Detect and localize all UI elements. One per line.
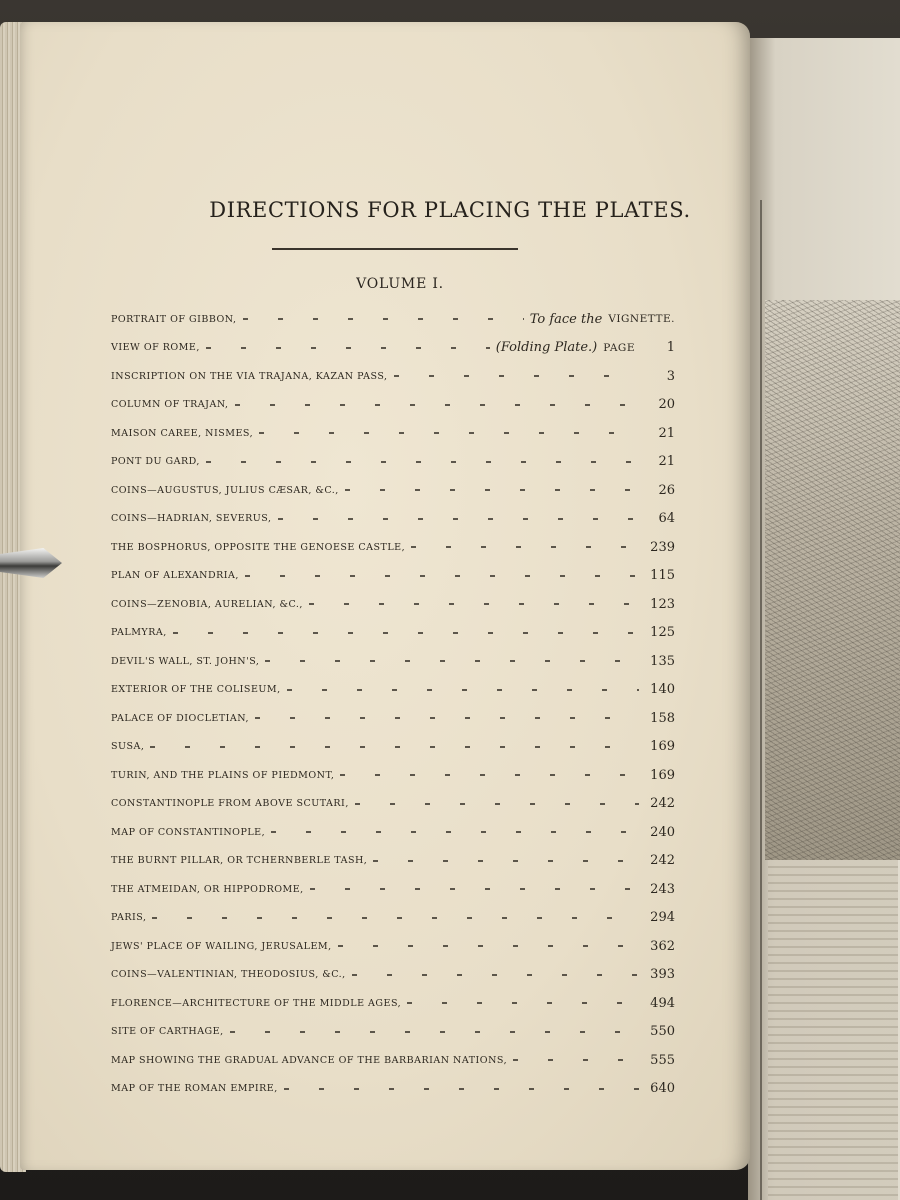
dot-leader bbox=[310, 888, 639, 890]
dot-leader bbox=[259, 432, 639, 434]
plate-title: SUSA, bbox=[111, 741, 145, 753]
plate-title: COINS—AUGUSTUS, JULIUS CÆSAR, &C., bbox=[111, 484, 339, 496]
plates-list bbox=[111, 305, 675, 1103]
dot-leader bbox=[287, 689, 639, 691]
list-item bbox=[111, 448, 675, 477]
engraving-view-of-rome bbox=[765, 300, 900, 860]
placement-note: (Folding Plate.) bbox=[495, 340, 598, 356]
page-title: DIRECTIONS FOR PLACING THE PLATES. bbox=[209, 198, 691, 222]
dot-leader bbox=[152, 917, 639, 919]
dot-leader bbox=[352, 974, 639, 976]
plate-title: SITE OF CARTHAGE, bbox=[111, 1026, 224, 1038]
plate-title: THE ATMEIDAN, OR HIPPODROME, bbox=[111, 883, 304, 895]
page-number: 494 bbox=[650, 995, 675, 1011]
page-number: 242 bbox=[650, 853, 675, 869]
list-item bbox=[111, 989, 675, 1018]
dot-leader bbox=[394, 375, 639, 377]
list-item bbox=[111, 961, 675, 990]
list-item bbox=[111, 676, 675, 705]
plate-title: VIEW OF ROME, bbox=[111, 342, 200, 354]
page-number: 135 bbox=[650, 653, 675, 669]
page-number: 640 bbox=[650, 1081, 675, 1097]
page-number: 21 bbox=[658, 454, 675, 470]
list-item bbox=[111, 818, 675, 847]
page-number: 115 bbox=[650, 568, 675, 584]
dot-leader bbox=[355, 803, 639, 805]
plate-title: INSCRIPTION ON THE VIA TRAJANA, KAZAN PASS, bbox=[111, 370, 388, 382]
page-number: 242 bbox=[650, 796, 675, 812]
list-item bbox=[111, 362, 675, 391]
page-number: 158 bbox=[650, 710, 675, 726]
page-number: 3 bbox=[666, 368, 675, 384]
dot-leader bbox=[411, 546, 639, 548]
dot-leader bbox=[373, 860, 639, 862]
page-word: VIGNETTE. bbox=[608, 313, 675, 326]
plate-title: MAISON CAREE, NISMES, bbox=[111, 427, 254, 439]
dot-leader bbox=[513, 1059, 639, 1061]
plate-title: PALMYRA, bbox=[111, 627, 167, 639]
engraving-legend bbox=[768, 860, 898, 1200]
plate-title: JEWS' PLACE OF WAILING, JERUSALEM, bbox=[111, 940, 332, 952]
dot-leader bbox=[206, 347, 490, 349]
plate-title: FLORENCE—ARCHITECTURE OF THE MIDDLE AGES, bbox=[111, 997, 402, 1009]
plate-title: COINS—HADRIAN, SEVERUS, bbox=[111, 513, 272, 525]
page-number: 362 bbox=[650, 938, 675, 954]
dot-leader bbox=[278, 518, 640, 520]
dot-leader bbox=[340, 774, 639, 776]
list-item bbox=[111, 647, 675, 676]
plate-title: MAP OF CONSTANTINOPLE, bbox=[111, 826, 266, 838]
page-word: PAGE bbox=[603, 341, 635, 354]
dot-leader bbox=[284, 1088, 639, 1090]
page-number: 64 bbox=[658, 511, 675, 527]
list-item bbox=[111, 533, 675, 562]
list-item bbox=[111, 1018, 675, 1047]
plate-title: TURIN, AND THE PLAINS OF PIEDMONT, bbox=[111, 769, 335, 781]
page-number: 125 bbox=[650, 625, 675, 641]
list-item bbox=[111, 419, 675, 448]
list-item bbox=[111, 761, 675, 790]
plate-title: COINS—ZENOBIA, AURELIAN, &C., bbox=[111, 598, 303, 610]
placement-note: To face the bbox=[529, 311, 603, 327]
list-item bbox=[111, 334, 675, 363]
list-item bbox=[111, 562, 675, 591]
list-item bbox=[111, 590, 675, 619]
plate-title: THE BURNT PILLAR, OR TCHERNBERLE TASH, bbox=[111, 855, 368, 867]
title-rule bbox=[272, 248, 518, 250]
plate-title: DEVIL'S WALL, ST. JOHN'S, bbox=[111, 655, 260, 667]
page-number: 555 bbox=[650, 1052, 675, 1068]
dot-leader bbox=[338, 945, 639, 947]
dot-leader bbox=[345, 489, 639, 491]
plate-title: COLUMN OF TRAJAN, bbox=[111, 399, 229, 411]
list-item bbox=[111, 875, 675, 904]
plate-title: PORTRAIT OF GIBBON, bbox=[111, 313, 237, 325]
volume-heading: VOLUME I. bbox=[356, 276, 444, 292]
plate-title: PALACE OF DIOCLETIAN, bbox=[111, 712, 250, 724]
page-number: 20 bbox=[658, 397, 675, 413]
dot-leader bbox=[255, 717, 639, 719]
dot-leader bbox=[206, 461, 639, 463]
page-number: 243 bbox=[650, 881, 675, 897]
list-item bbox=[111, 305, 675, 334]
page-number: 239 bbox=[650, 539, 675, 555]
plate-title: PARIS, bbox=[111, 912, 147, 924]
list-item bbox=[111, 790, 675, 819]
page-number: 169 bbox=[650, 767, 675, 783]
page-number: 1 bbox=[666, 340, 675, 356]
page-number: 123 bbox=[650, 596, 675, 612]
plate-title: CONSTANTINOPLE FROM ABOVE SCUTARI, bbox=[111, 798, 349, 810]
plate-title: EXTERIOR OF THE COLISEUM, bbox=[111, 684, 281, 696]
list-item bbox=[111, 1046, 675, 1075]
page-number: 26 bbox=[658, 482, 675, 498]
list-item bbox=[111, 391, 675, 420]
plate-title: THE BOSPHORUS, OPPOSITE THE GENOESE CASTLE, bbox=[111, 541, 406, 553]
plate-title: MAP OF THE ROMAN EMPIRE, bbox=[111, 1083, 278, 1095]
dot-leader bbox=[265, 660, 639, 662]
dot-leader bbox=[407, 1002, 639, 1004]
list-item bbox=[111, 932, 675, 961]
plate-title: MAP SHOWING THE GRADUAL ADVANCE OF THE BARBARIAN NATIONS, bbox=[111, 1054, 508, 1066]
page-number: 393 bbox=[650, 967, 675, 983]
list-item bbox=[111, 505, 675, 534]
page-number: 169 bbox=[650, 739, 675, 755]
dot-leader bbox=[173, 632, 639, 634]
page-number: 294 bbox=[650, 910, 675, 926]
dot-leader bbox=[309, 603, 639, 605]
list-item bbox=[111, 619, 675, 648]
page-number: 140 bbox=[650, 682, 675, 698]
list-item bbox=[111, 476, 675, 505]
list-item bbox=[111, 847, 675, 876]
plate-title: PONT DU GARD, bbox=[111, 456, 200, 468]
list-item bbox=[111, 904, 675, 933]
list-item bbox=[111, 704, 675, 733]
page-number: 21 bbox=[658, 425, 675, 441]
dot-leader bbox=[271, 831, 639, 833]
dot-leader bbox=[245, 575, 639, 577]
page-number: 550 bbox=[650, 1024, 675, 1040]
list-item bbox=[111, 1075, 675, 1104]
list-item bbox=[111, 733, 675, 762]
plate-title: PLAN OF ALEXANDRIA, bbox=[111, 570, 239, 582]
dot-leader bbox=[235, 404, 639, 406]
page-number: 240 bbox=[650, 824, 675, 840]
dot-leader bbox=[243, 318, 524, 320]
dot-leader bbox=[230, 1031, 639, 1033]
plate-title: COINS—VALENTINIAN, THEODOSIUS, &C., bbox=[111, 969, 346, 981]
dot-leader bbox=[150, 746, 639, 748]
